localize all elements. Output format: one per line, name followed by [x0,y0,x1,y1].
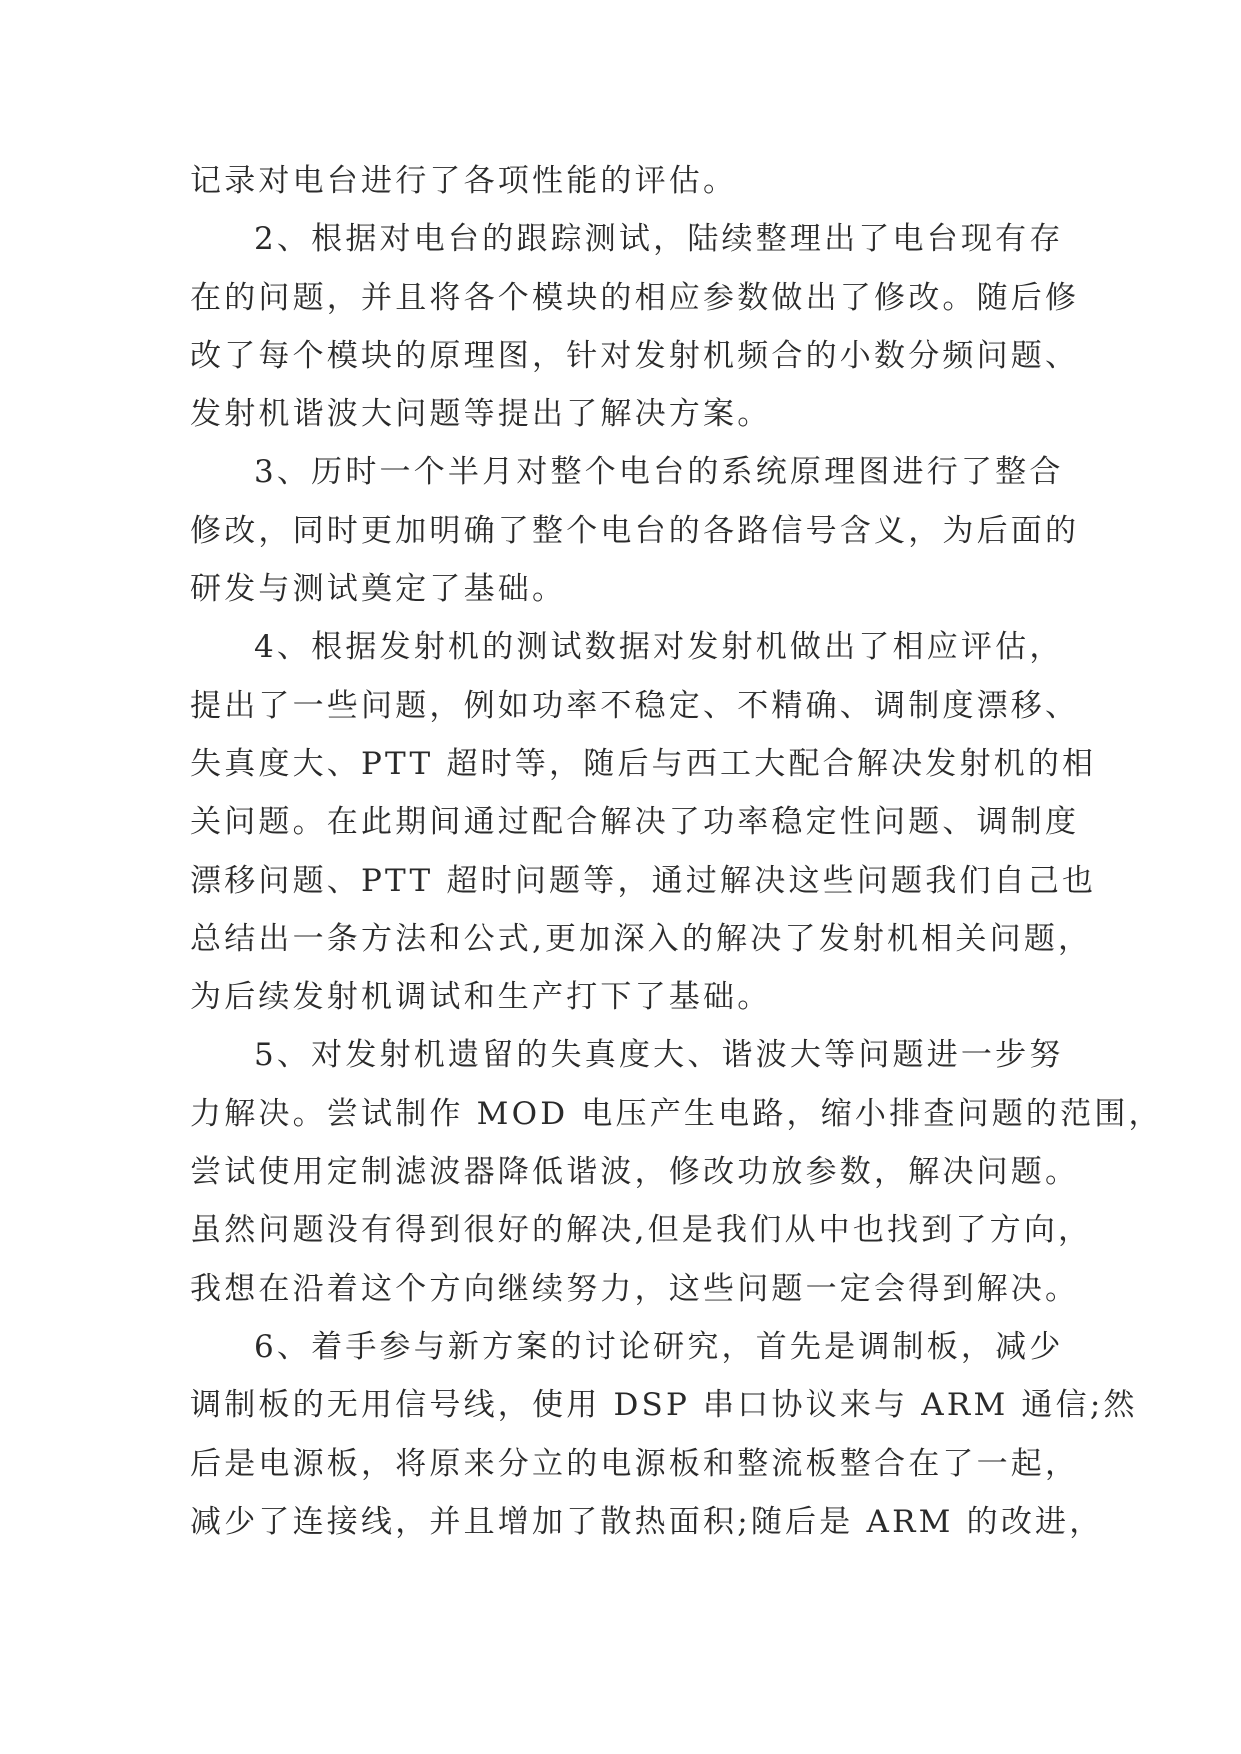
text-line: 减少了连接线，并且增加了散热面积;随后是 ARM 的改进， [190,1503,1104,1540]
text-line: 失真度大、PTT 超时等，随后与西工大配合解决发射机的相 [190,745,1097,782]
text-line: 研发与测试奠定了基础。 [190,571,567,608]
text-line: 关问题。在此期间通过配合解决了功率稳定性问题、调制度 [190,804,1080,841]
text-line: 后是电源板，将原来分立的电源板和整流板整合在了一起， [190,1445,1080,1482]
text-line: 6、着手参与新方案的讨论研究，首先是调制板，减少 [254,1328,1064,1365]
body-text [190,152,1163,1551]
text-line: 发射机谐波大问题等提出了解决方案。 [190,396,772,433]
text-line: 5、对发射机遗留的失真度大、谐波大等问题进一步努 [254,1037,1064,1074]
text-line: 提出了一些问题，例如功率不稳定、不精确、调制度漂移、 [190,687,1080,724]
text-line: 2、根据对电台的跟踪测试，陆续整理出了电台现有存 [254,221,1064,258]
text-line: 改了每个模块的原理图，针对发射机频合的小数分频问题、 [190,337,1080,374]
text-line: 修改，同时更加明确了整个电台的各路信号含义，为后面的 [190,512,1080,549]
text-line: 虽然问题没有得到很好的解决,但是我们从中也找到了方向， [190,1212,1093,1249]
text-line: 漂移问题、PTT 超时问题等，通过解决这些问题我们自己也 [190,862,1097,899]
text-line: 尝试使用定制滤波器降低谐波，修改功放参数，解决问题。 [190,1154,1080,1191]
text-line: 在的问题，并且将各个模块的相应参数做出了修改。随后修 [190,279,1080,316]
text-line: 4、根据发射机的测试数据对发射机做出了相应评估， [254,629,1064,666]
text-line: 力解决。尝试制作 MOD 电压产生电路，缩小排查问题的范围， [190,1095,1163,1132]
text-line: 调制板的无用信号线，使用 DSP 串口协议来与 ARM 通信;然 [190,1387,1138,1424]
text-line: 为后续发射机调试和生产打下了基础。 [190,979,772,1016]
text-line: 记录对电台进行了各项性能的评估。 [190,163,738,199]
text-line: 总结出一条方法和公式,更加深入的解决了发射机相关问题， [190,920,1093,957]
text-line: 我想在沿着这个方向继续努力，这些问题一定会得到解决。 [190,1270,1080,1307]
text-line: 3、历时一个半月对整个电台的系统原理图进行了整合 [254,454,1064,491]
